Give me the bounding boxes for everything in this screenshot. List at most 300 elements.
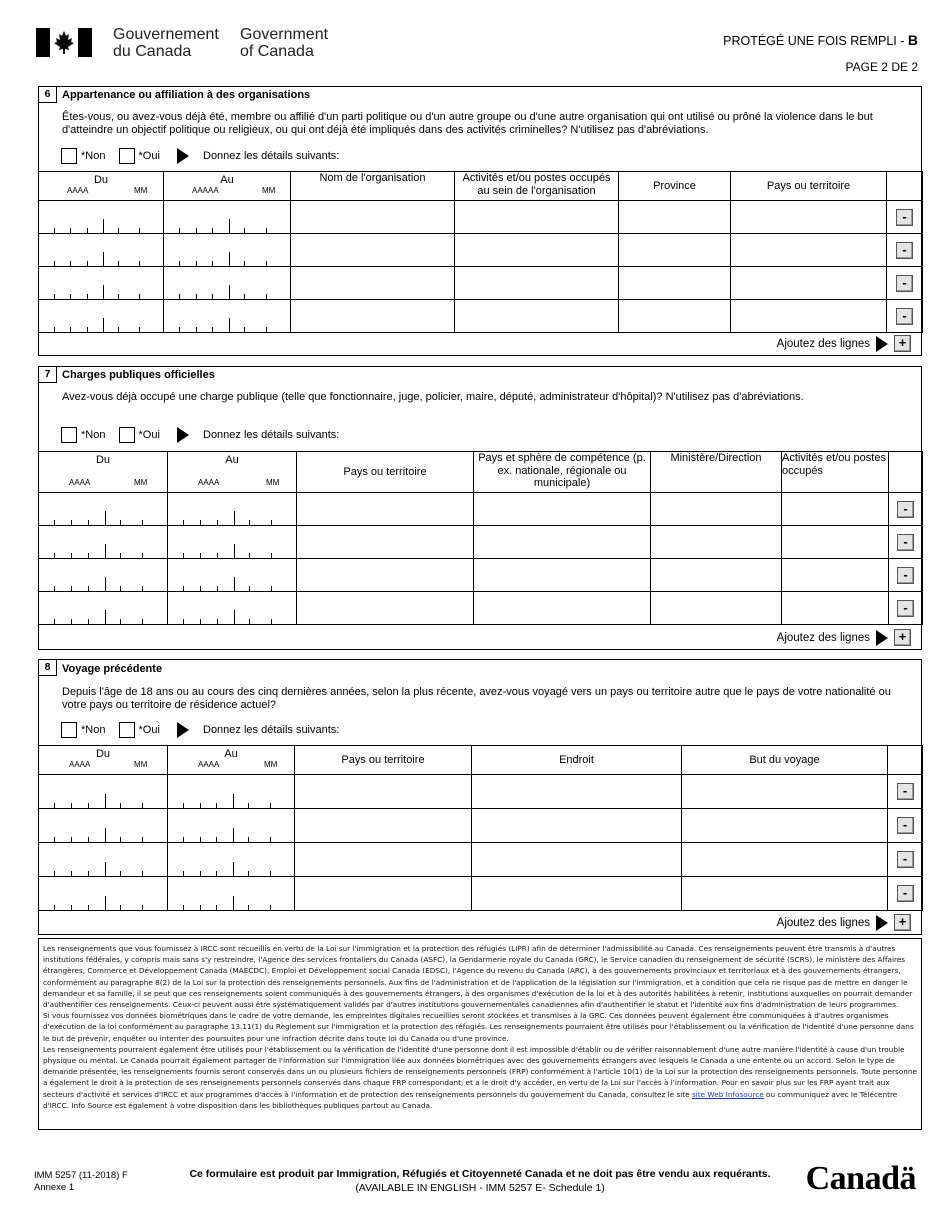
- digit-divider: [183, 905, 184, 910]
- remove-row-button[interactable]: -: [897, 600, 914, 617]
- digit-divider: [200, 905, 201, 910]
- digit-divider: [200, 837, 201, 842]
- section-title: Charges publiques officielles: [62, 369, 215, 381]
- text-field[interactable]: [455, 300, 619, 333]
- digit-divider: [248, 871, 249, 876]
- no-checkbox[interactable]: [61, 722, 77, 738]
- table-row: [39, 234, 923, 267]
- digit-divider: [249, 520, 250, 525]
- section-number: 8: [39, 660, 57, 676]
- text-field[interactable]: [782, 559, 889, 592]
- remove-row-button[interactable]: -: [897, 501, 914, 518]
- digit-divider: [88, 871, 89, 876]
- digit-divider: [139, 294, 140, 299]
- digit-divider: [105, 544, 106, 558]
- organisations-table: [38, 171, 923, 333]
- digit-divider: [200, 619, 201, 624]
- digit-divider: [142, 803, 143, 808]
- digit-divider: [234, 577, 235, 591]
- digit-divider: [179, 228, 180, 233]
- remove-row-button[interactable]: -: [897, 783, 914, 800]
- digit-divider: [216, 803, 217, 808]
- arrow-right-icon: [177, 148, 189, 164]
- text-field[interactable]: [295, 775, 472, 809]
- text-field[interactable]: [782, 493, 889, 526]
- text-field[interactable]: [682, 877, 888, 911]
- from-date-field[interactable]: [39, 809, 168, 843]
- text-field[interactable]: [297, 592, 474, 625]
- digit-divider: [120, 520, 121, 525]
- digit-divider: [244, 228, 245, 233]
- digit-divider: [71, 520, 72, 525]
- text-field[interactable]: [619, 300, 731, 333]
- digit-divider: [54, 261, 55, 266]
- section-8: [38, 659, 922, 935]
- text-field[interactable]: [682, 775, 888, 809]
- digit-divider: [103, 318, 104, 332]
- text-field[interactable]: [731, 300, 887, 333]
- digit-divider: [70, 294, 71, 299]
- remove-row-button[interactable]: -: [897, 534, 914, 551]
- section-question: Depuis l'âge de 18 ans ou au cours des cinq dernières années, selon la plus récente, avez-vous voyagé vers un pays ou territoire autre que le pays de votre nationalité ou votre pays ou territoire de résidence actuel?: [62, 686, 891, 711]
- add-row-button[interactable]: +: [894, 335, 911, 352]
- digit-divider: [54, 327, 55, 332]
- section-7: [38, 366, 922, 650]
- digit-divider: [233, 862, 234, 876]
- privacy-paragraph: Si vous fournissez vos données biométriques dans le cadre de votre demande, les empreintes digitales recueillies seront stockées et transmises à la GRC. Ces données peuvent également être communiquées à d'autres organismes d'exécution de la loi conformément au paragraphe 13.11(1) du Règlement sur l'immigration et la protection des réfugiés. Les renseignements pourraient être utilisés pour l'établissement ou la vérification de l'identité d'une personne dans le but de prévenir, enquêter ou intenter des poursuites pour une infraction décrite dans toute loi du Canada ou d'une province.: [43, 1011, 914, 1043]
- protected-label: PROTÉGÉ UNE FOIS REMPLI - B: [723, 32, 918, 48]
- text-field[interactable]: [682, 809, 888, 843]
- canada-flag-icon: [36, 28, 92, 57]
- infosource-link[interactable]: site Web Infosource: [691, 1089, 764, 1099]
- privacy-paragraph: Les renseignements pourraient également être utilisés pour l'établissement ou la vérification de l'identité d'une personne dont il est impossible d'établir ou de vérifier raisonnablement d'une autre manière l'identité à cause d'un trouble physique ou mental. Le Canada pourrait également partager de l'information sur l'immigration liée aux données biométriques avec des gouvernements étrangers avec lesquels le Canada a une entente ou un accord. Selon le type de demande présentée, les renseignements fournis seront conservés dans un ou plusieurs fichiers de renseignements personnels (FRP) conformément à l'article 10(1) de la Loi sur la protection des renseignements personnels. Toute personne a également le droit à la protection de ses renseignements personnels conservés dans chaque FRP correspondant, et a le droit d'y accéder, en vertu de la Loi sur l'accès à l'information. Pour en savoir plus sur les FRP ayant trait aux secteurs d'activité et services d'IRCC et aux programmes d'accès à l'information et de protection des renseignements personnels du gouvernement du Canada, consultez le site site Web Infosource ou communiquez avec le Télécentre d'IRCC. Info Source est également à votre disposition dans les bibliothèques publiques partout au Canada.: [43, 1044, 917, 1110]
- text-field[interactable]: [619, 234, 731, 267]
- digit-divider: [120, 803, 121, 808]
- text-field[interactable]: [731, 201, 887, 234]
- digit-divider: [71, 837, 72, 842]
- to-date-field[interactable]: [164, 300, 291, 333]
- digit-divider: [183, 553, 184, 558]
- from-date-field[interactable]: [39, 559, 168, 592]
- digit-divider: [70, 228, 71, 233]
- to-date-field[interactable]: [164, 267, 291, 300]
- digit-divider: [71, 803, 72, 808]
- from-date-field[interactable]: [39, 775, 168, 809]
- digit-divider: [120, 837, 121, 842]
- remove-row-button[interactable]: -: [896, 209, 913, 226]
- section-number: 7: [39, 367, 57, 383]
- text-field[interactable]: [651, 526, 782, 559]
- digit-divider: [118, 228, 119, 233]
- col-country: Pays ou territoire: [295, 746, 472, 775]
- col-province: Province: [619, 172, 731, 201]
- col-from: Du AAAA MM: [39, 452, 168, 493]
- arrow-right-icon: [177, 427, 189, 443]
- remove-row-button[interactable]: -: [896, 242, 913, 259]
- digit-divider: [54, 871, 55, 876]
- text-field[interactable]: [295, 843, 472, 877]
- digit-divider: [54, 905, 55, 910]
- digit-divider: [87, 261, 88, 266]
- remove-row-button[interactable]: -: [896, 308, 913, 325]
- to-date-field[interactable]: [164, 201, 291, 234]
- digit-divider: [142, 520, 143, 525]
- text-field[interactable]: [297, 559, 474, 592]
- text-field[interactable]: [291, 234, 455, 267]
- digit-divider: [142, 553, 143, 558]
- answer-options: *Non *Oui Donnez les détails suivants:: [61, 722, 339, 740]
- from-date-field[interactable]: [39, 526, 168, 559]
- digit-divider: [179, 327, 180, 332]
- digit-divider: [120, 871, 121, 876]
- digit-divider: [54, 837, 55, 842]
- digit-divider: [120, 619, 121, 624]
- digit-divider: [142, 586, 143, 591]
- from-date-field[interactable]: [39, 877, 168, 911]
- no-checkbox[interactable]: [61, 148, 77, 164]
- digit-divider: [234, 610, 235, 624]
- digit-divider: [87, 294, 88, 299]
- text-field[interactable]: [472, 809, 682, 843]
- digit-divider: [120, 905, 121, 910]
- digit-divider: [71, 586, 72, 591]
- digit-divider: [217, 553, 218, 558]
- digit-divider: [118, 327, 119, 332]
- digit-divider: [233, 896, 234, 910]
- from-date-field[interactable]: [39, 267, 164, 300]
- text-field[interactable]: [619, 267, 731, 300]
- digit-divider: [217, 619, 218, 624]
- digit-divider: [234, 511, 235, 525]
- text-field[interactable]: [782, 592, 889, 625]
- digit-divider: [88, 837, 89, 842]
- col-jurisdiction: Pays et sphère de compétence (p. ex. nationale, régionale ou municipale): [474, 452, 651, 493]
- digit-divider: [142, 905, 143, 910]
- col-country: Pays ou territoire: [731, 172, 887, 201]
- digit-divider: [183, 803, 184, 808]
- digit-divider: [183, 619, 184, 624]
- digit-divider: [120, 586, 121, 591]
- text-field[interactable]: [291, 267, 455, 300]
- digit-divider: [88, 586, 89, 591]
- text-field[interactable]: [455, 234, 619, 267]
- no-checkbox[interactable]: [61, 427, 77, 443]
- text-field[interactable]: [474, 559, 651, 592]
- text-field[interactable]: [472, 877, 682, 911]
- from-date-field[interactable]: [39, 300, 164, 333]
- digit-divider: [196, 327, 197, 332]
- section-title: Appartenance ou affiliation à des organisations: [62, 89, 311, 101]
- arrow-right-icon: [876, 336, 888, 352]
- digit-divider: [87, 228, 88, 233]
- col-activities: Activités et/ou postes occupés au sein de l'organisation: [455, 172, 619, 201]
- digit-divider: [142, 837, 143, 842]
- table-row: [39, 809, 923, 843]
- digit-divider: [200, 586, 201, 591]
- digit-divider: [266, 294, 267, 299]
- digit-divider: [266, 261, 267, 266]
- text-field[interactable]: [651, 493, 782, 526]
- form-code: IMM 5257 (11-2018) F Annexe 1: [34, 1170, 128, 1193]
- table-row: [39, 559, 923, 592]
- footer-notice: Ce formulaire est produit par Immigration, Réfugiés et Citoyenneté Canada et ne doit pas être vendu aux requérants. (AVAILABLE IN ENGLISH - IMM 5257 E- Schedule 1): [189, 1168, 771, 1194]
- text-field[interactable]: [651, 592, 782, 625]
- to-date-field[interactable]: [168, 493, 297, 526]
- text-field[interactable]: [474, 493, 651, 526]
- digit-divider: [229, 219, 230, 233]
- table-row: [39, 775, 923, 809]
- digit-divider: [217, 586, 218, 591]
- digit-divider: [271, 553, 272, 558]
- text-field[interactable]: [455, 201, 619, 234]
- digit-divider: [88, 905, 89, 910]
- digit-divider: [196, 228, 197, 233]
- to-date-field[interactable]: [168, 559, 297, 592]
- digit-divider: [271, 586, 272, 591]
- digit-divider: [229, 318, 230, 332]
- digit-divider: [270, 803, 271, 808]
- answer-options: *Non *Oui Donnez les détails suivants:: [61, 427, 339, 445]
- digit-divider: [244, 261, 245, 266]
- details-label: Donnez les détails suivants:: [203, 428, 340, 441]
- yes-checkbox[interactable]: [119, 427, 135, 443]
- public-offices-table: [38, 451, 923, 625]
- digit-divider: [103, 219, 104, 233]
- digit-divider: [270, 837, 271, 842]
- digit-divider: [217, 520, 218, 525]
- col-organisation-name: Nom de l'organisation: [291, 172, 455, 201]
- digit-divider: [200, 871, 201, 876]
- digit-divider: [200, 553, 201, 558]
- digit-divider: [88, 803, 89, 808]
- remove-row-button[interactable]: -: [897, 567, 914, 584]
- digit-divider: [196, 294, 197, 299]
- from-date-field[interactable]: [39, 843, 168, 877]
- text-field[interactable]: [731, 234, 887, 267]
- digit-divider: [183, 520, 184, 525]
- digit-divider: [212, 294, 213, 299]
- section-number: 6: [39, 87, 57, 103]
- digit-divider: [105, 828, 106, 842]
- digit-divider: [105, 862, 106, 876]
- digit-divider: [103, 252, 104, 266]
- digit-divider: [105, 896, 106, 910]
- col-activities: Activités et/ou postes occupés: [782, 452, 889, 493]
- gov-name-fr: Gouvernement du Canada: [113, 26, 219, 60]
- canada-wordmark-logo: Canadä: [805, 1160, 916, 1197]
- digit-divider: [87, 327, 88, 332]
- add-row-button[interactable]: +: [894, 629, 911, 646]
- digit-divider: [183, 871, 184, 876]
- to-date-field[interactable]: [168, 809, 295, 843]
- digit-divider: [266, 228, 267, 233]
- add-rows-control[interactable]: Ajoutez des lignes +: [777, 335, 911, 352]
- digit-divider: [105, 610, 106, 624]
- from-date-field[interactable]: [39, 592, 168, 625]
- col-country: Pays ou territoire: [297, 452, 474, 493]
- remove-row-button[interactable]: -: [897, 885, 914, 902]
- privacy-paragraph: Les renseignements que vous fournissez à IRCC sont recueillis en vertu de la Loi sur l'immigration et la protection des réfugiés (LIPR) afin de déterminer l'admissibilité au Canada. Ces renseignements peuvent être transmis à d'autres institutions fédérales, y compris mais sans s'y restreindre, l'Agence des services frontaliers du Canada (ASFC), la Gendarmerie royale du Canada (GRC), le Service canadien du renseignement de sécurité (SCRS), le ministère des Affaires étrangères, Commerce et Développement Canada (MAECDC), Emploi et Développement social Canada (EDSC), l'Agence du revenu du Canada (ARC), à des gouvernements provinciaux et territoriaux et à des gouvernements étrangers, conformément au paragraphe 8(2) de la Loi sur la protection des renseignements personnels. Aux fins de l'administration et de l'application de la législation sur l'immigration, et à condition que cela ne risque pas de mettre en danger le demandeur et sa famille, il se peut que ces renseignements soient communiqués à des gouvernements étrangers, à des organismes d'exécution de la loi et à des autorités habilitées à retenir, institutions auxquelles on pourrait demander d'authentifier ces renseignements. Ceux-ci peuvent aussi être systématiquement validés par d'autres institutions gouvernementales canadiennes afin d'authentifier le statut et l'identité aux fins d'administration de leurs programmes.: [43, 944, 913, 1010]
- digit-divider: [70, 261, 71, 266]
- digit-divider: [54, 553, 55, 558]
- digit-divider: [71, 905, 72, 910]
- col-purpose: But du voyage: [682, 746, 888, 775]
- col-to: Au AAAA MM: [168, 452, 297, 493]
- col-from: Du AAAA MM: [39, 172, 164, 201]
- digit-divider: [120, 553, 121, 558]
- to-date-field[interactable]: [168, 592, 297, 625]
- add-rows-control[interactable]: Ajoutez des lignes +: [777, 914, 911, 931]
- to-date-field[interactable]: [168, 526, 297, 559]
- digit-divider: [183, 837, 184, 842]
- digit-divider: [105, 511, 106, 525]
- digit-divider: [71, 871, 72, 876]
- text-field[interactable]: [474, 526, 651, 559]
- col-to: Au AAAA MM: [168, 746, 295, 775]
- text-field[interactable]: [651, 559, 782, 592]
- yes-checkbox[interactable]: [119, 722, 135, 738]
- digit-divider: [183, 586, 184, 591]
- from-date-field[interactable]: [39, 493, 168, 526]
- digit-divider: [88, 619, 89, 624]
- digit-divider: [270, 871, 271, 876]
- details-label: Donnez les détails suivants:: [203, 149, 340, 162]
- digit-divider: [244, 294, 245, 299]
- text-field[interactable]: [682, 843, 888, 877]
- digit-divider: [266, 327, 267, 332]
- text-field[interactable]: [455, 267, 619, 300]
- digit-divider: [179, 294, 180, 299]
- digit-divider: [118, 261, 119, 266]
- digit-divider: [212, 261, 213, 266]
- remove-row-button[interactable]: -: [897, 817, 914, 834]
- to-date-field[interactable]: [168, 775, 295, 809]
- to-date-field[interactable]: [164, 234, 291, 267]
- digit-divider: [270, 905, 271, 910]
- digit-divider: [216, 871, 217, 876]
- text-field[interactable]: [297, 493, 474, 526]
- text-field[interactable]: [782, 526, 889, 559]
- digit-divider: [54, 294, 55, 299]
- digit-divider: [212, 228, 213, 233]
- digit-divider: [54, 228, 55, 233]
- table-row: [39, 592, 923, 625]
- col-department: Ministère/Direction: [651, 452, 782, 493]
- section-question: Êtes-vous, ou avez-vous déjà été, membre ou affilié d'un parti politique ou d'un autre groupe ou d'une autre organisation qui ont utilisé ou prôné la violence dans le but d'atteindre un objectif politique ou religieux, ou qui ont déjà été impliqués dans des activités criminelles? N'utilisez pas d'abréviations.: [62, 111, 873, 136]
- digit-divider: [54, 520, 55, 525]
- digit-divider: [88, 553, 89, 558]
- digit-divider: [142, 619, 143, 624]
- digit-divider: [105, 577, 106, 591]
- table-row: [39, 526, 923, 559]
- text-field[interactable]: [291, 201, 455, 234]
- add-rows-control[interactable]: Ajoutez des lignes +: [777, 629, 911, 646]
- section-question: Avez-vous déjà occupé une charge publique (telle que fonctionnaire, juge, policier, maire, député, administrateur d'hôpital)? N'utilisez pas d'abréviations.: [62, 391, 804, 403]
- digit-divider: [200, 520, 201, 525]
- text-field[interactable]: [619, 201, 731, 234]
- text-field[interactable]: [295, 877, 472, 911]
- digit-divider: [216, 837, 217, 842]
- digit-divider: [139, 261, 140, 266]
- from-date-field[interactable]: [39, 234, 164, 267]
- page-number: PAGE 2 DE 2: [845, 60, 918, 74]
- digit-divider: [179, 261, 180, 266]
- digit-divider: [142, 871, 143, 876]
- text-field[interactable]: [472, 843, 682, 877]
- col-place: Endroit: [472, 746, 682, 775]
- digit-divider: [216, 905, 217, 910]
- text-field[interactable]: [291, 300, 455, 333]
- digit-divider: [105, 794, 106, 808]
- digit-divider: [103, 285, 104, 299]
- digit-divider: [54, 803, 55, 808]
- arrow-right-icon: [876, 630, 888, 646]
- table-row: [39, 267, 923, 300]
- digit-divider: [249, 619, 250, 624]
- digit-divider: [118, 294, 119, 299]
- digit-divider: [88, 520, 89, 525]
- digit-divider: [271, 520, 272, 525]
- gov-name-en: Government of Canada: [240, 26, 329, 60]
- section-6: [38, 86, 922, 356]
- text-field[interactable]: [731, 267, 887, 300]
- digit-divider: [244, 327, 245, 332]
- digit-divider: [271, 619, 272, 624]
- text-field[interactable]: [474, 592, 651, 625]
- digit-divider: [233, 794, 234, 808]
- remove-row-button[interactable]: -: [896, 275, 913, 292]
- digit-divider: [233, 828, 234, 842]
- digit-divider: [248, 803, 249, 808]
- digit-divider: [71, 553, 72, 558]
- digit-divider: [212, 327, 213, 332]
- digit-divider: [229, 252, 230, 266]
- text-field[interactable]: [472, 775, 682, 809]
- text-field[interactable]: [297, 526, 474, 559]
- table-row: [39, 201, 923, 234]
- add-row-button[interactable]: +: [894, 914, 911, 931]
- to-date-field[interactable]: [168, 877, 295, 911]
- digit-divider: [139, 228, 140, 233]
- digit-divider: [248, 905, 249, 910]
- digit-divider: [71, 619, 72, 624]
- digit-divider: [196, 261, 197, 266]
- yes-checkbox[interactable]: [119, 148, 135, 164]
- digit-divider: [54, 586, 55, 591]
- digit-divider: [248, 837, 249, 842]
- arrow-right-icon: [876, 915, 888, 931]
- text-field[interactable]: [295, 809, 472, 843]
- previous-travel-table: [38, 745, 923, 911]
- answer-options: *Non *Oui Donnez les détails suivants:: [61, 148, 339, 166]
- to-date-field[interactable]: [168, 843, 295, 877]
- digit-divider: [234, 544, 235, 558]
- table-row: [39, 493, 923, 526]
- digit-divider: [70, 327, 71, 332]
- col-to: Au AAAAA MM: [164, 172, 291, 201]
- remove-row-button[interactable]: -: [897, 851, 914, 868]
- arrow-right-icon: [177, 722, 189, 738]
- table-row: [39, 300, 923, 333]
- digit-divider: [249, 586, 250, 591]
- digit-divider: [200, 803, 201, 808]
- digit-divider: [139, 327, 140, 332]
- col-from: Du AAAA MM: [39, 746, 168, 775]
- from-date-field[interactable]: [39, 201, 164, 234]
- digit-divider: [249, 553, 250, 558]
- details-label: Donnez les détails suivants:: [203, 723, 340, 736]
- table-row: [39, 843, 923, 877]
